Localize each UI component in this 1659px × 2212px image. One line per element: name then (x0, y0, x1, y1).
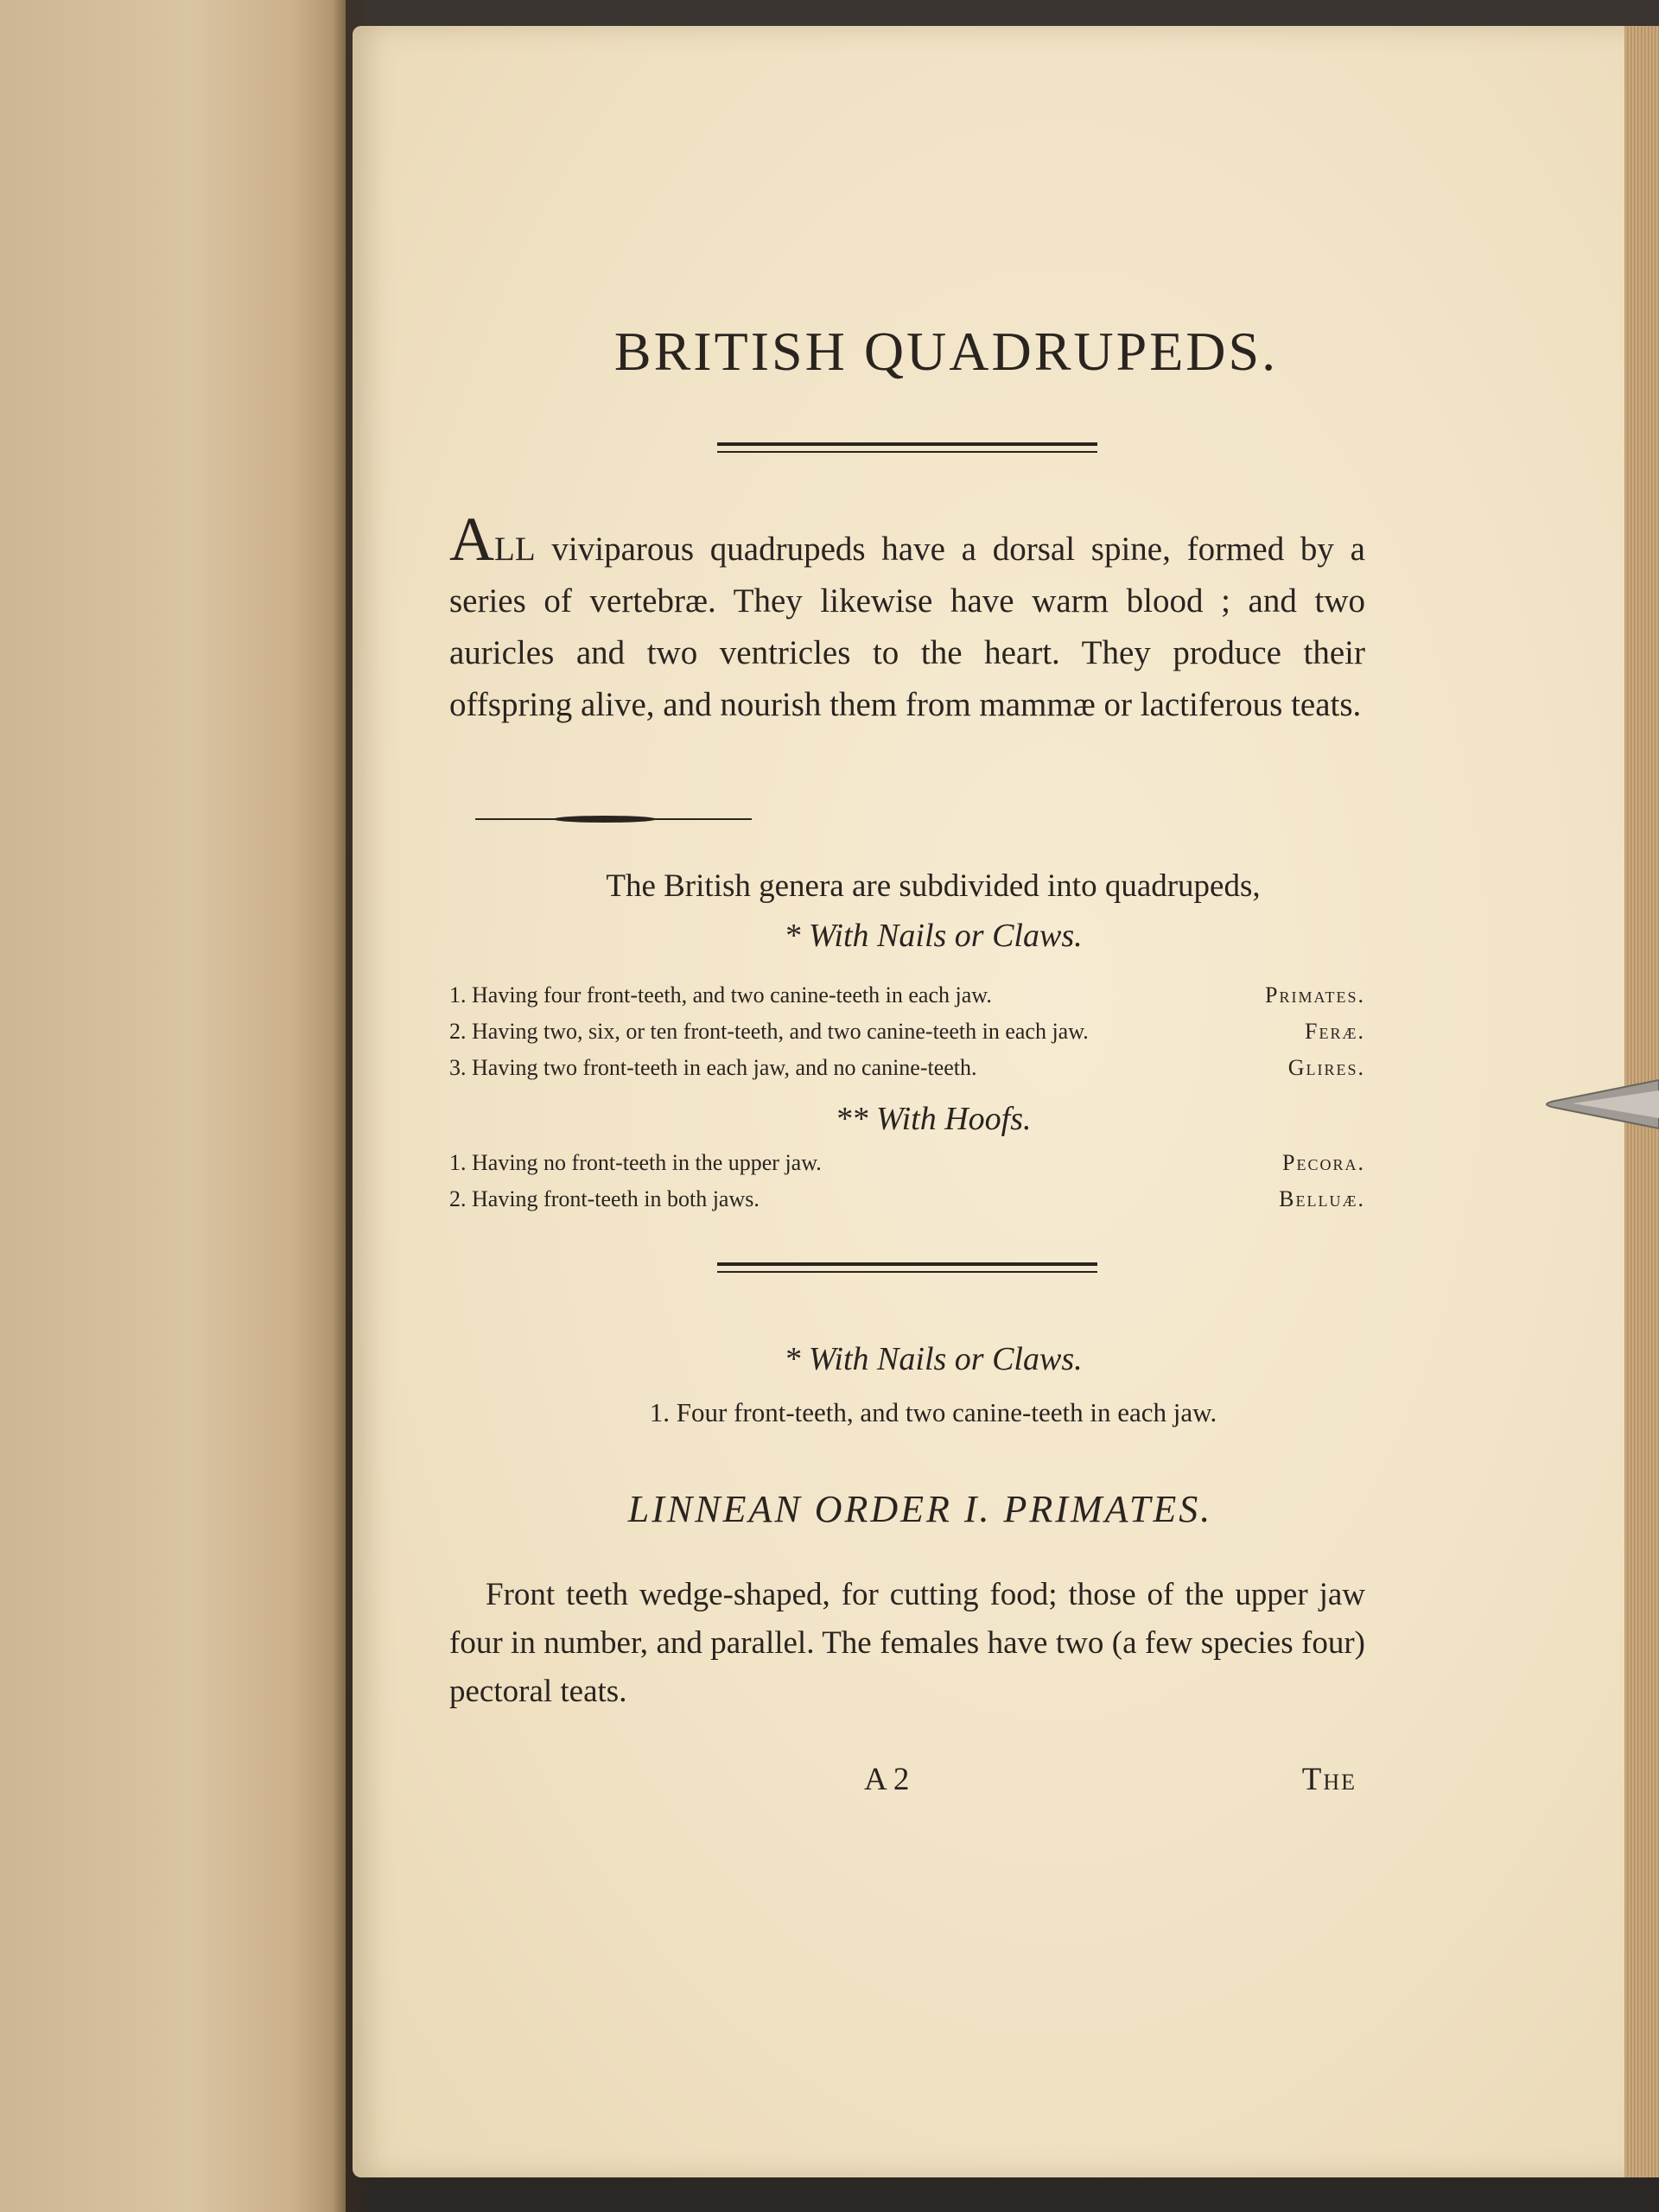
section-rule (717, 1262, 1097, 1273)
list-item (449, 1181, 1365, 1217)
order-description: Front teeth wedge-shaped, for cutting food; those of the upper jaw four in number, and parallel. The females have two (a few species four) pectoral teats. (449, 1577, 1365, 1709)
signature-mark: A 2 (864, 1762, 910, 1797)
page-content (449, 320, 1365, 1798)
catchword: The (1301, 1762, 1357, 1797)
subdivision-intro: The British genera are subdivided into quadrupeds, (606, 868, 1261, 904)
list-item (449, 1145, 1365, 1181)
item-order: Pecora. (1282, 1150, 1365, 1175)
intro-lead: LL (494, 531, 536, 568)
first-order-note: 1. Four front-teeth, and two canine-teeth in each jaw. (649, 1397, 1217, 1427)
section-heading-claws-repeat: * With Nails or Claws. (784, 1341, 1083, 1377)
order-heading: LINNEAN ORDER I. PRIMATES. (627, 1488, 1213, 1530)
claws-list (449, 977, 1365, 1086)
item-order: Feræ. (1305, 1019, 1365, 1044)
section-heading-claws: * With Nails or Claws. (784, 918, 1083, 954)
list-item (449, 1050, 1365, 1086)
intro-text: viviparous quadrupeds have a dorsal spine, formed by a series of vertebræ. They likewise have warm blood ; and two auricles and two ventricles to the heart. They produce their offspring alive, and nourish them from mammæ or lactiferous teats. (449, 531, 1365, 723)
item-desc: 1. Having no front-teeth in the upper jaw. (449, 1150, 822, 1175)
item-order: Primates. (1265, 982, 1365, 1007)
page-clip-marker (1503, 1078, 1659, 1130)
section-heading-hoofs: ** With Hoofs. (835, 1101, 1032, 1137)
item-order: Glires. (1287, 1055, 1365, 1080)
item-desc: 2. Having two, six, or ten front-teeth, and two canine-teeth in each jaw. (449, 1019, 1089, 1044)
list-item (449, 1014, 1365, 1050)
title-rule (717, 442, 1097, 453)
ornament-rule (475, 813, 752, 825)
page-footer (449, 1761, 1365, 1798)
item-desc: 2. Having front-teeth in both jaws. (449, 1186, 760, 1211)
hoofs-list (449, 1145, 1365, 1217)
item-desc: 3. Having two front-teeth in each jaw, and no canine-teeth. (449, 1055, 977, 1080)
item-desc: 1. Having four front-teeth, and two canine-teeth in each jaw. (449, 982, 992, 1007)
drop-cap: A (449, 505, 494, 574)
intro-paragraph (449, 505, 1365, 731)
list-item (449, 977, 1365, 1014)
left-page (0, 0, 346, 2212)
item-order: Belluæ. (1279, 1186, 1365, 1211)
page-title: BRITISH QUADRUPEDS. (613, 321, 1279, 382)
